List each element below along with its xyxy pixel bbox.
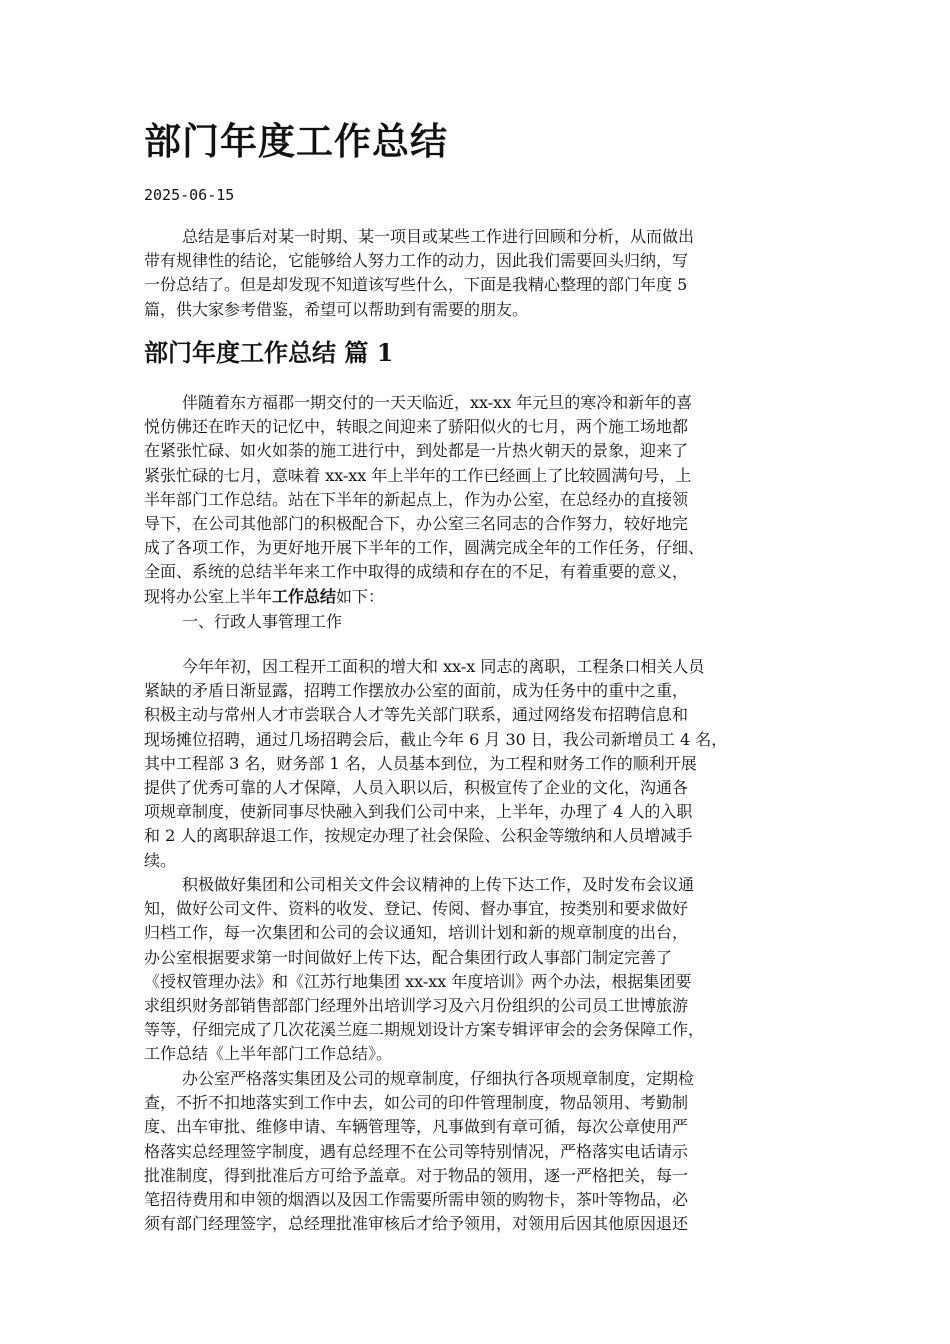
intro-line: 带有规律性的结论，它能够给人努力工作的动力，因此我们需要回头归纳，写 <box>144 251 689 271</box>
paragraph-line: 办公室根据要求第一时间做好上传下达，配合集团行政人事部门制定完善了 <box>144 947 673 967</box>
paragraph-line: 今年年初，因工程开工面积的增大和 xx-x 同志的离职，工程条口相关人员 <box>182 657 705 676</box>
paragraph-line: 提供了优秀可靠的人才保障，人员入职以后，积极宣传了企业的文化，沟通各 <box>144 778 689 798</box>
intro-paragraph <box>144 225 810 322</box>
paragraph-line: 成了各项工作，为更好地开展下半年的工作，圆满完成全年的工作任务，仔细、 <box>144 538 705 558</box>
paragraph-text: 现将办公室上半年 <box>144 586 273 606</box>
paragraph-line: 格落实总经理签字制度，遇有总经理不在公司等特别情况，严格落实电话请示 <box>144 1141 689 1161</box>
paragraph-line: 紧缺的矛盾日渐显露，招聘工作摆放办公室的面前，成为任务中的重中之重， <box>144 681 689 701</box>
section-1-paragraph-3 <box>144 873 810 1067</box>
paragraph-line: 积极主动与常州人才市尝联合人才等先关部门联系，通过网络发布招聘信息和 <box>144 705 689 725</box>
paragraph-line: 续。 <box>144 850 177 870</box>
document-title: 部门年度工作总结 <box>144 119 448 163</box>
paragraph-line: 积极做好集团和公司相关文件会议精神的上传下达工作，及时发布会议通 <box>182 875 695 894</box>
paragraph-line: 导下，在公司其他部门的积极配合下，办公室三名同志的合作努力，较好地完 <box>144 514 689 534</box>
paragraph-line: 悦仿佛还在昨天的记忆中，转眼之间迎来了骄阳似火的七月，两个施工场地都 <box>144 417 689 437</box>
paragraph-line: 《授权管理办法》和《江苏行地集团 xx-xx 年度培训》两个办法，根据集团要 <box>144 971 692 991</box>
paragraph-line: 紧张忙碌的七月，意味着 xx-xx 年上半年的工作已经画上了比较圆满句号，上 <box>144 465 692 485</box>
intro-line: 一份总结了。但是却发现不知道该写些什么，下面是我精心整理的部门年度 5 <box>144 275 688 295</box>
section-1-paragraph-1 <box>144 391 810 609</box>
paragraph-line: 求组织财务部销售部部门经理外出培训学习及六月份组织的公司员工世博旅游 <box>144 996 689 1016</box>
paragraph-line: 等等，仔细完成了几次花溪兰庭二期规划设计方案专辑评审会的会务保障工作， <box>144 1020 705 1040</box>
paragraph-line: 度、出车审批、维修申请、车辆管理等，凡事做到有章可循，每次公章使用严 <box>144 1117 689 1137</box>
paragraph-line: 伴随着东方福郡一期交付的一天天临近，xx-xx 年元旦的寒冷和新年的喜 <box>182 393 693 412</box>
paragraph-line: 办公室严格落实集团及公司的规章制度，仔细执行各项规章制度，定期检 <box>182 1069 695 1088</box>
paragraph-line: 在紧张忙碌、如火如荼的施工进行中，到处都是一片热火朝天的景象，迎来了 <box>144 441 689 461</box>
paragraph-line: 全面、系统的总结半年来工作中取得的成绩和存在的不足，有着重要的意义， <box>144 562 689 582</box>
paragraph-line: 归档工作，每一次集团和公司的会议通知，培训计划和新的规章制度的出台， <box>144 923 689 943</box>
paragraph-line: 现场摊位招聘，通过几场招聘会后，截止今年 6 月 30 日，我公司新增员工 4 名， <box>144 729 728 749</box>
paragraph-line: 笔招待费用和申领的烟酒以及因工作需要所需申领的购物卡，茶叶等物品，必 <box>144 1190 689 1210</box>
paragraph-line: 其中工程部 3 名，财务部 1 名，人员基本到位，为工程和财务工作的顺利开展 <box>144 753 697 773</box>
paragraph-line: 批准制度，得到批准后方可给予盖章。对于物品的领用，逐一严格把关，每一 <box>144 1165 689 1185</box>
paragraph-line: 须有部门经理签字，总经理批准审核后才给予领用，对领用后因其他原因退还 <box>144 1214 689 1234</box>
intro-line: 总结是事后对某一时期、某一项目或某些工作进行回顾和分析，从而做出 <box>182 227 695 246</box>
intro-line: 篇，供大家参考借鉴，希望可以帮助到有需要的朋友。 <box>144 299 529 319</box>
paragraph-line: 半年部门工作总结。站在下半年的新起点上，作为办公室，在总经办的直接领 <box>144 489 689 509</box>
section-1-paragraph-4 <box>144 1067 810 1236</box>
paragraph-line: 查，不折不扣地落实到工作中去，如公司的印件管理制度，物品领用、考勤制 <box>144 1093 689 1113</box>
paragraph-line: 项规章制度，使新同事尽快融入到我们公司中来，上半年，办理了 4 人的入职 <box>144 802 693 822</box>
paragraph-text: 如下： <box>336 586 385 606</box>
paragraph-line: 知，做好公司文件、资料的收发、登记、传阅、督办事宜，按类别和要求做好 <box>144 899 689 919</box>
bold-keyword: 工作总结 <box>272 586 337 606</box>
section-1-paragraph-2 <box>144 655 810 873</box>
paragraph-line: 工作总结《上半年部门工作总结》。 <box>144 1044 393 1064</box>
paragraph-line <box>144 585 810 609</box>
section-1-title: 部门年度工作总结 篇 1 <box>144 338 394 367</box>
paragraph-line: 和 2 人的离职辞退工作，按规定办理了社会保险、公积金等缴纳和人员增减手 <box>144 826 693 846</box>
subheading-administrative: 一、行政人事管理工作 <box>182 612 343 631</box>
document-date: 2025-06-15 <box>144 186 235 204</box>
